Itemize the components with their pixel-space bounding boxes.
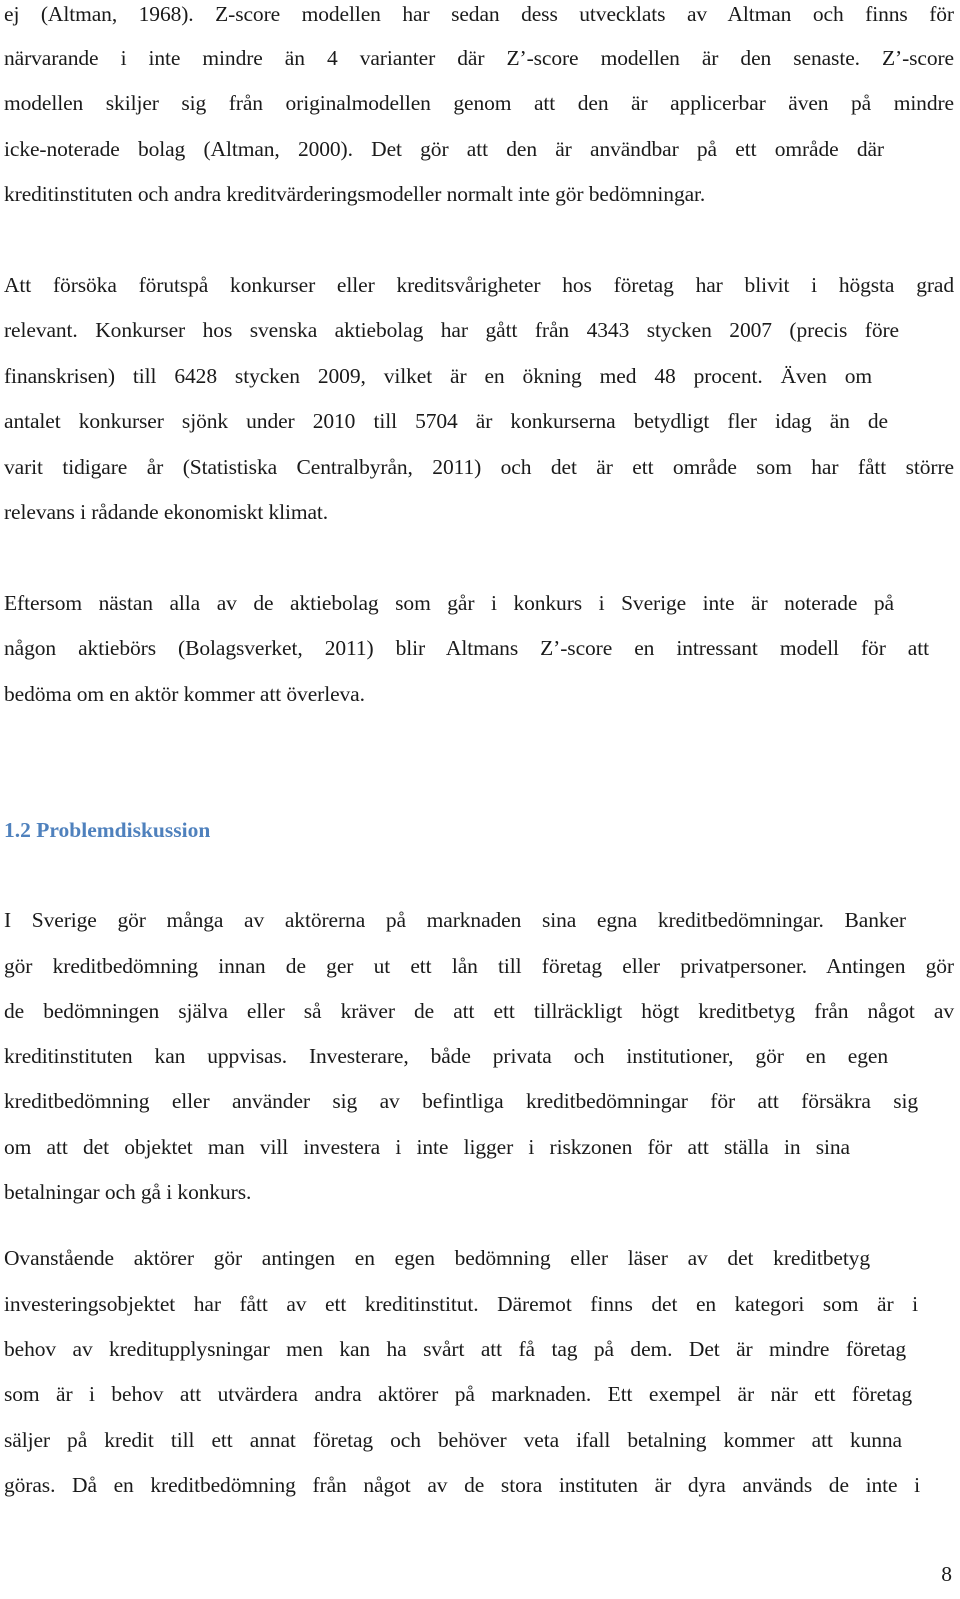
text-line: relevans i rådande ekonomiskt klimat. <box>4 500 329 524</box>
text-line: finanskrisen) till 6428 stycken 2009, vilket är en ökning med 48 procent. Även om <box>4 364 872 388</box>
text-line: om att det objektet man vill investera i inte ligger i riskzonen för att ställa in sina <box>4 1135 850 1159</box>
text-line: ej (Altman, 1968). Z-score modellen har sedan dess utvecklats av Altman och finns för <box>4 2 954 26</box>
text-line: Ovanstående aktörer gör antingen en egen bedömning eller läser av det kreditbetyg <box>4 1246 870 1270</box>
text-line: kreditinstituten och andra kreditvärderingsmodeller normalt inte gör bedömningar. <box>4 182 706 206</box>
text-line: relevant. Konkurser hos svenska aktiebolag har gått från 4343 stycken 2007 (precis före <box>4 318 899 342</box>
text-line: kreditinstituten kan uppvisas. Investerare, både privata och institutioner, gör en egen <box>4 1044 888 1068</box>
section-heading: 1.2 Problemdiskussion <box>4 818 211 842</box>
text-line: investeringsobjektet har fått av ett kreditinstitut. Däremot finns det en kategori som är i <box>4 1292 918 1316</box>
text-line: närvarande i inte mindre än 4 varianter där Z’-score modellen är den senaste. Z’-score <box>4 46 954 70</box>
text-line: modellen skiljer sig från originalmodellen genom att den är applicerbar även på mindre <box>4 91 954 115</box>
text-line: Att försöka förutspå konkurser eller kreditsvårigheter hos företag har blivit i högsta grad <box>4 273 954 297</box>
text-line: betalningar och gå i konkurs. <box>4 1180 252 1204</box>
text-line: göras. Då en kreditbedömning från något av de stora instituten är dyra används de inte i <box>4 1473 920 1497</box>
page-number: 8 <box>941 1562 952 1586</box>
text-line: de bedömningen själva eller så kräver de att ett tillräckligt högt kreditbetyg från något av <box>4 999 954 1023</box>
text-line: behov av kreditupplysningar men kan ha svårt att få tag på dem. Det är mindre företag <box>4 1337 906 1361</box>
text-line: säljer på kredit till ett annat företag och behöver veta ifall betalning kommer att kunna <box>4 1428 902 1452</box>
text-line: som är i behov att utvärdera andra aktörer på marknaden. Ett exempel är när ett företag <box>4 1382 912 1406</box>
text-line: antalet konkurser sjönk under 2010 till 5704 är konkurserna betydligt fler idag än de <box>4 409 888 433</box>
text-line: någon aktiebörs (Bolagsverket, 2011) blir Altmans Z’-score en intressant modell för att <box>4 636 929 660</box>
text-line: kreditbedömning eller använder sig av befintliga kreditbedömningar för att försäkra sig <box>4 1089 918 1113</box>
text-line: Eftersom nästan alla av de aktiebolag som går i konkurs i Sverige inte är noterade på <box>4 591 894 615</box>
text-line: I Sverige gör många av aktörerna på marknaden sina egna kreditbedömningar. Banker <box>4 908 906 932</box>
text-line: gör kreditbedömning innan de ger ut ett lån till företag eller privatpersoner. Antingen gör <box>4 954 954 978</box>
text-line: varit tidigare år (Statistiska Centralbyrån, 2011) och det är ett område som har fått större <box>4 455 954 479</box>
text-line: icke-noterade bolag (Altman, 2000). Det gör att den är användbar på ett område där <box>4 137 884 161</box>
text-line: bedöma om en aktör kommer att överleva. <box>4 682 365 706</box>
